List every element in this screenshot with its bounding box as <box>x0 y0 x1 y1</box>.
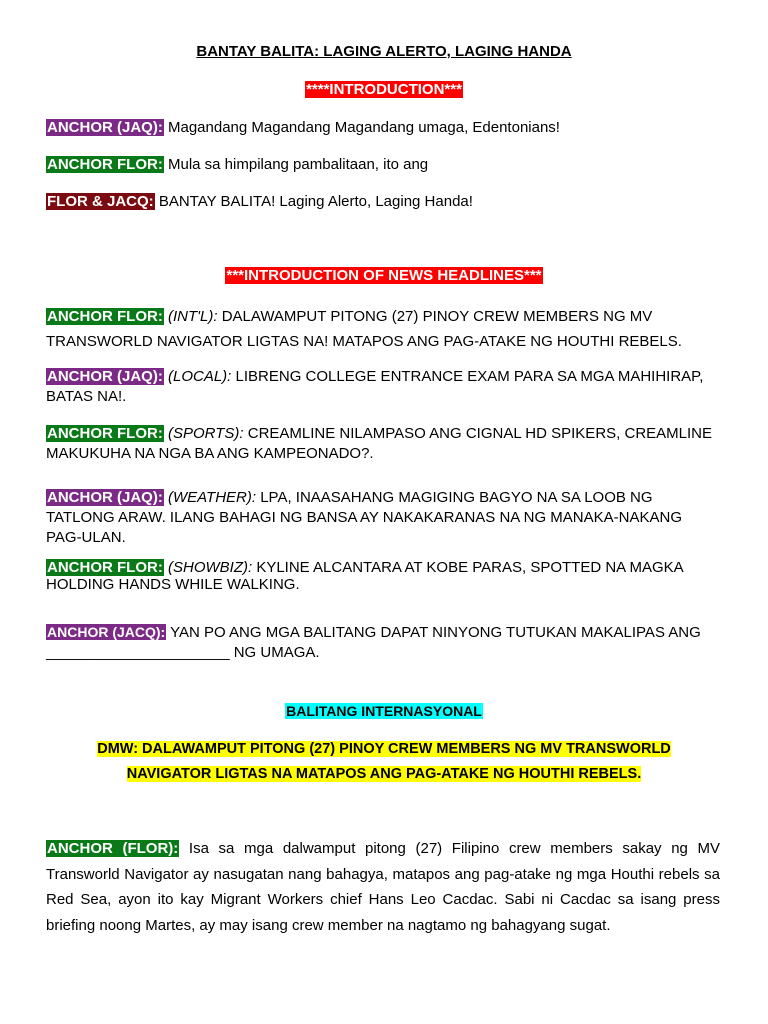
headline-item <box>46 367 720 407</box>
headline-category: (WEATHER): <box>163 489 257 506</box>
headline-item <box>46 622 720 663</box>
anchor-tag: ANCHOR (FLOR): <box>47 840 179 857</box>
line-text: BANTAY BALITA! Laging Alerto, Laging Handa! <box>154 193 473 210</box>
headline-text: YAN PO ANG MGA BALITANG DAPAT NINYONG TUTUKAN MAKALIPAS ANG ______________________ NG UMAGA. <box>46 624 701 661</box>
headline-text: KYLINE ALCANTARA AT KOBE PARAS, SPOTTED NA MAGKA HOLDING HANDS WHILE WALKING. <box>46 559 683 593</box>
story-paragraph <box>46 836 720 938</box>
section-heading: BALITANG INTERNASYONAL <box>286 703 482 719</box>
headline-text: DALAWAMPUT PITONG (27) PINOY CREW MEMBERS NG MV TRANSWORLD NAVIGATOR LIGTAS NA! MATAPOS ANG PAG-ATAKE NG HOUTHI REBELS. <box>46 308 682 350</box>
anchor-tag: ANCHOR (JACQ): <box>47 624 166 640</box>
anchor-tag: ANCHOR FLOR: <box>47 559 163 576</box>
headline-category: (LOCAL): <box>163 368 232 385</box>
headline-text: LIBRENG COLLEGE ENTRANCE EXAM PARA SA MGA MAHIHIRAP, BATAS NA!. <box>46 368 704 405</box>
headline-category: (INT'L): <box>163 308 218 325</box>
headline-category: (SHOWBIZ): <box>163 559 253 576</box>
headline-category: (SPORTS): <box>163 425 244 442</box>
intro-line <box>46 155 720 175</box>
anchor-tag: ANCHOR FLOR: <box>47 308 163 325</box>
anchor-tag: ANCHOR (JAQ): <box>47 489 163 506</box>
headlines-heading: ***INTRODUCTION OF NEWS HEADLINES*** <box>226 267 542 284</box>
line-text: Mula sa himpilang pambalitaan, ito ang <box>163 156 429 173</box>
intro-line <box>46 192 720 212</box>
headline-text: LPA, INAASAHANG MAGIGING BAGYO NA SA LOOB NG TATLONG ARAW. ILANG BAHAGI NG BANSA AY NAKAKARANAS NA NG MANAKA-NAKANG PAG-ULAN. <box>46 489 682 546</box>
anchor-tag: ANCHOR FLOR: <box>47 156 163 173</box>
headline-item <box>46 424 720 464</box>
headline-item <box>46 488 720 548</box>
anchor-tag: ANCHOR FLOR: <box>47 425 163 442</box>
line-text: Magandang Magandang Magandang umaga, Edentonians! <box>163 119 560 136</box>
document-title: BANTAY BALITA: LAGING ALERTO, LAGING HANDA <box>196 43 572 60</box>
story-text: Isa sa mga dalwamput pitong (27) Filipino crew members sakay ng MV Transworld Navigator ay nasugatan nang bahagya, matapos ang pag-atake ng mga Houthi rebels sa Red Sea, ayon ito kay Migrant Workers chief Hans Leo Cacdac. Sabi ni Cacdac sa isang press briefing noong Martes, ay may isang crew member na nagtamo ng bahagyang sugat. <box>46 840 721 934</box>
headline-item <box>46 559 720 593</box>
story-headline: DMW: DALAWAMPUT PITONG (27) PINOY CREW MEMBERS NG MV TRANSWORLD NAVIGATOR LIGTAS NA MATAPOS ANG PAG-ATAKE NG HOUTHI REBELS. <box>97 741 671 782</box>
intro-line <box>46 118 720 138</box>
anchor-tag: ANCHOR (JAQ): <box>47 368 163 385</box>
anchor-tag: FLOR & JACQ: <box>47 193 154 210</box>
anchor-tag: ANCHOR (JAQ): <box>47 119 163 136</box>
headline-text: CREAMLINE NILAMPASO ANG CIGNAL HD SPIKERS, CREAMLINE MAKUKUHA NA NGA BA ANG KAMPEONADO?. <box>46 425 713 462</box>
headline-item <box>46 304 720 354</box>
intro-heading: ****INTRODUCTION*** <box>306 81 462 98</box>
